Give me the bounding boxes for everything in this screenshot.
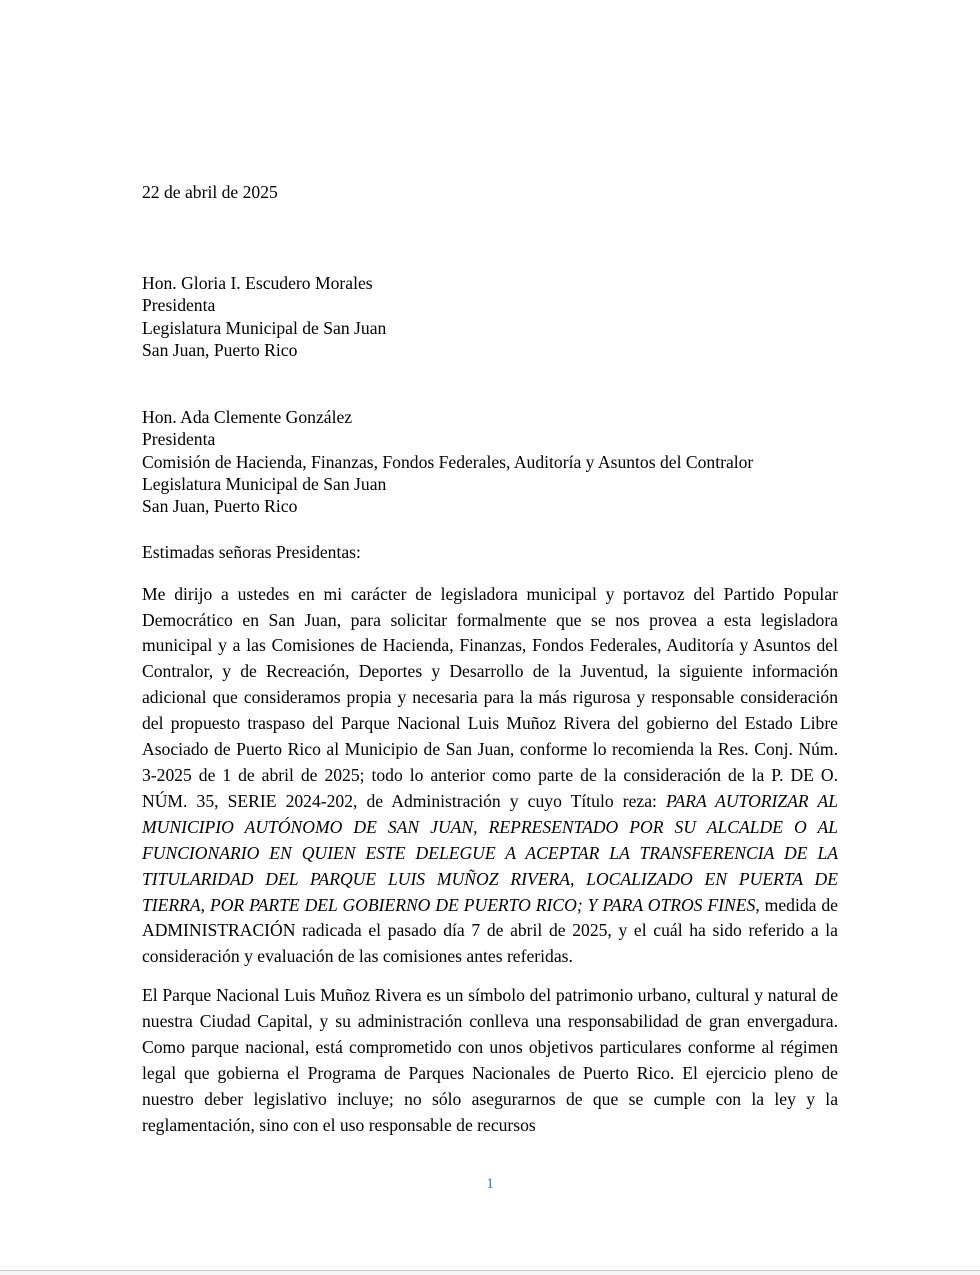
paragraph-1-text-lead: Me dirijo a ustedes en mi carácter de legisladora municipal y portavoz del Partido Popular Democrático en San Juan, para solicitar formalmente que se nos provea a esta legisladora municipal y a las Comisiones de Hacienda, Finanzas, Fondos Federales, Auditoría y Asuntos del Contralor, y de Recreación, Deportes y Desarrollo de la Juventud, la siguiente información adicional que consideramos propia y necesaria para la más rigurosa y responsable consideración del propuesto traspaso del Parque Nacional Luis Muñoz Rivera del gobierno del Estado Libre Asociado de Puerto Rico al Municipio de San Juan, conforme lo recomienda la Res. Conj. Núm. 3-2025 de 1 de abril de 2025; todo lo anterior como parte de la consideración de la P. DE O. NÚM. 35, SERIE 2024-202, de Administración y cuyo Título reza: bbox=[142, 583, 838, 811]
paragraph-1 bbox=[142, 582, 838, 971]
paragraph-2 bbox=[142, 983, 838, 1138]
recipient-location: San Juan, Puerto Rico bbox=[142, 339, 298, 360]
page-number: 1 bbox=[486, 1176, 494, 1192]
paragraph-1-bill-title-italic: PARA AUTORIZAR AL MUNICIPIO AUTÓNOMO DE SAN JUAN, REPRESENTADO POR SU ALCALDE O AL FUNCIONARIO EN QUIEN ESTE DELEGUE A ACEPTAR LA TRANSFERENCIA DE LA TITULARIDAD DEL PARQUE LUIS MUÑOZ RIVERA, LOCALIZADO EN PUERTA DE TIERRA, POR PARTE DEL GOBIERNO DE PUERTO RICO; Y PARA OTROS FINES bbox=[142, 790, 838, 915]
recipient-title: Presidenta bbox=[142, 429, 216, 450]
recipient-block-2 bbox=[142, 406, 838, 517]
recipient-block-1 bbox=[142, 272, 838, 361]
recipient-name: Hon. Ada Clemente González bbox=[142, 407, 353, 428]
letter-date: 22 de abril de 2025 bbox=[142, 182, 278, 202]
paragraph-2-text: El Parque Nacional Luis Muñoz Rivera es un símbolo del patrimonio urbano, cultural y natural de nuestra Ciudad Capital, y su administración conlleva una responsabilidad de gran envergadura. Como parque nacional, está comprometido con unos objetivos particulares conforme al régimen legal que gobierna el Programa de Parques Nacionales de Puerto Rico. El ejercicio pleno de nuestro deber legislativo incluye; no sólo asegurarnos de que se cumple con la ley y la reglamentación, sino con el uso responsable de recursos bbox=[142, 985, 838, 1135]
recipient-commission: Comisión de Hacienda, Finanzas, Fondos Federales, Auditoría y Asuntos del Contralor bbox=[142, 451, 754, 472]
recipient-name: Hon. Gloria I. Escudero Morales bbox=[142, 273, 373, 293]
recipient-title: Presidenta bbox=[142, 295, 216, 316]
paragraph-1-text-tail: , medida de ADMINISTRACIÓN radicada el pasado día 7 de abril de 2025, y el cuál ha sido referido a la consideración y evaluación de las comisiones antes referidas. bbox=[142, 894, 838, 967]
salutation: Estimadas señoras Presidentas: bbox=[142, 541, 361, 562]
recipient-organization: Legislatura Municipal de San Juan bbox=[142, 474, 387, 495]
page-bottom-edge bbox=[0, 1270, 980, 1275]
recipient-location: San Juan, Puerto Rico bbox=[142, 496, 298, 517]
recipient-organization: Legislatura Municipal de San Juan bbox=[142, 317, 387, 338]
